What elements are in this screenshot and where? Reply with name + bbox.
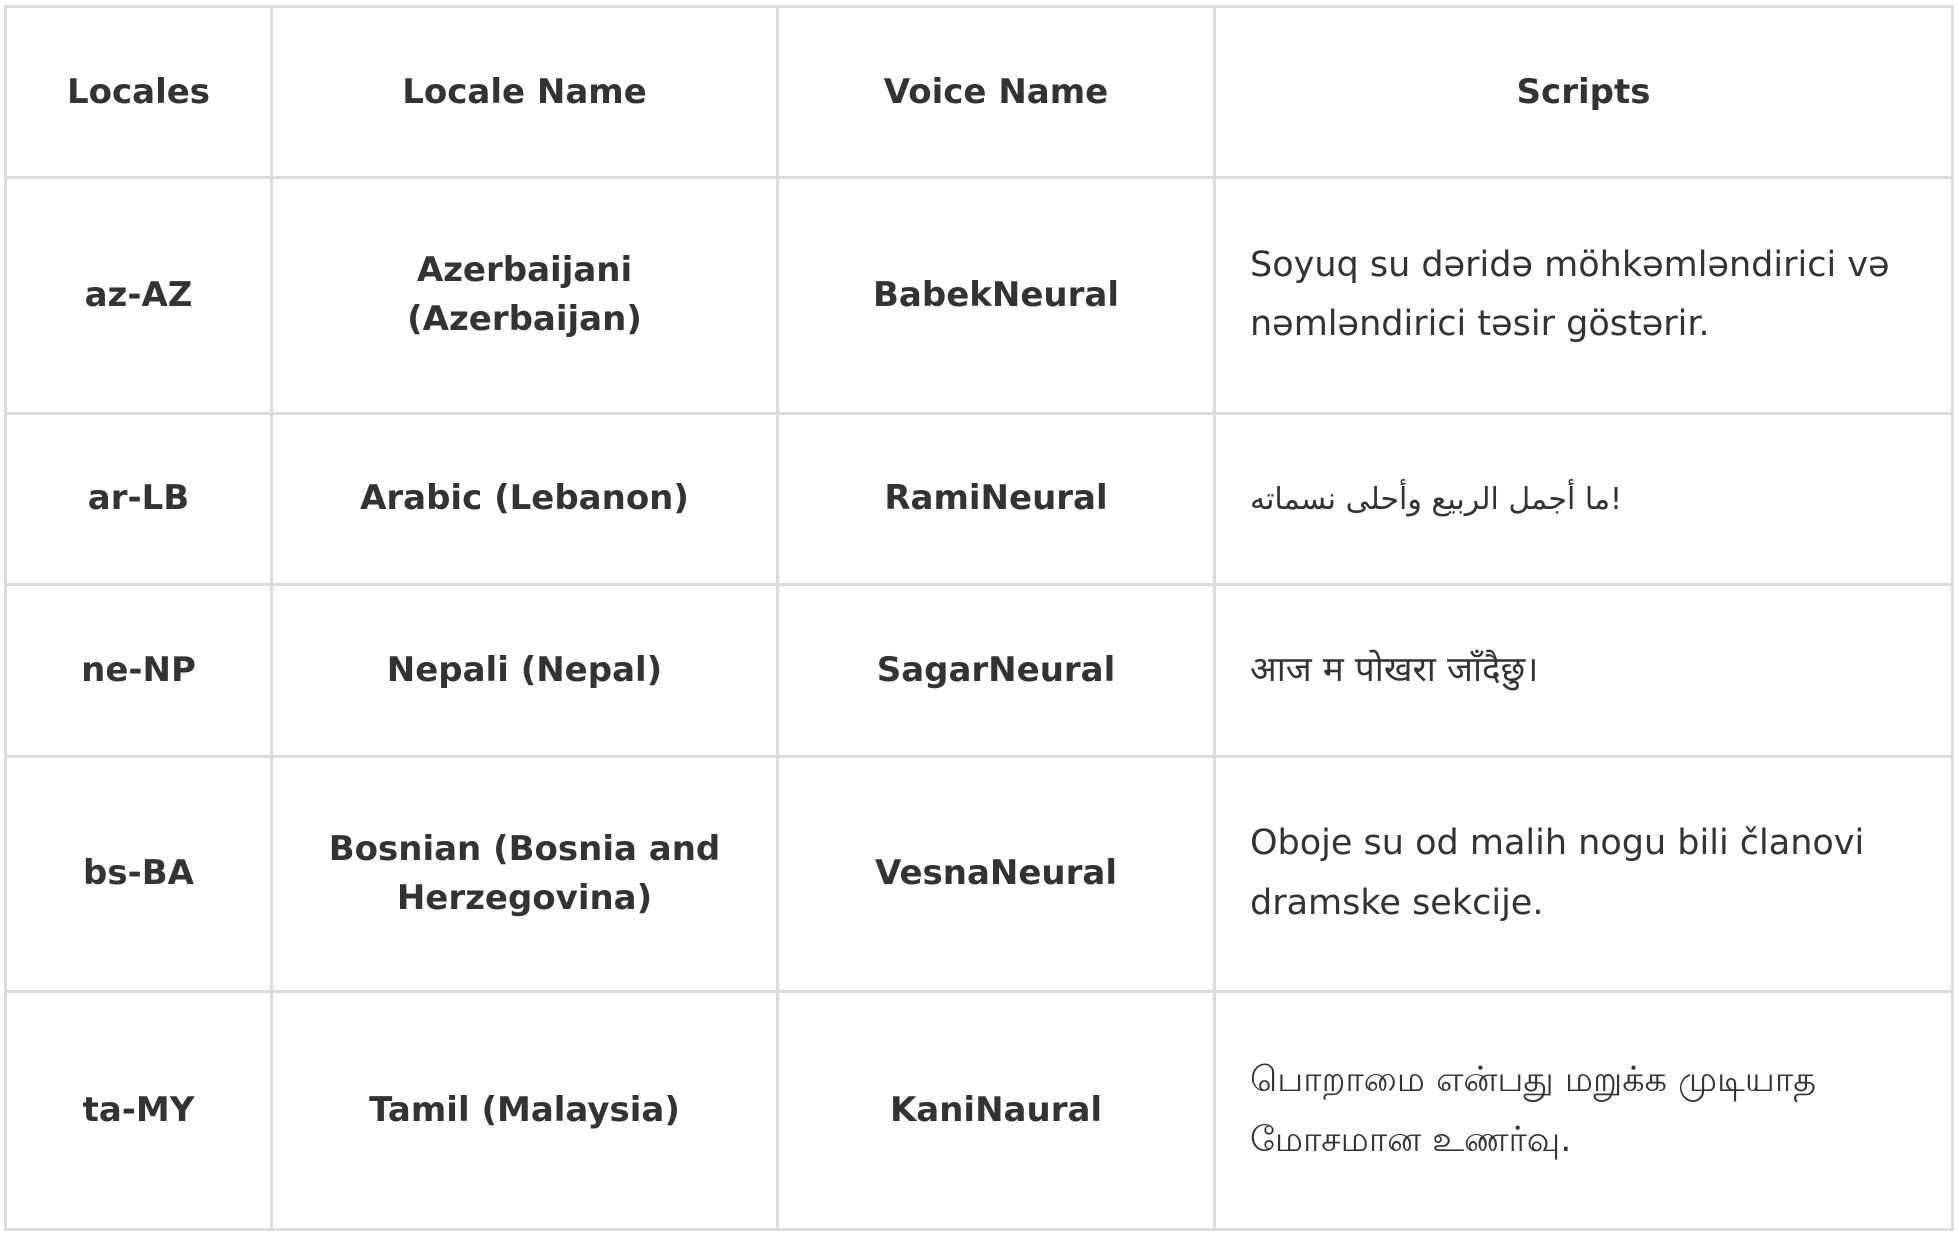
voice-locales-table xyxy=(4,5,1954,1231)
voice-name-cell: SagarNeural xyxy=(778,585,1215,756)
table-row xyxy=(6,585,1953,756)
locale-name-text: Azerbaijani (Azerbaijan) xyxy=(407,250,642,340)
locale-name-text: Nepali (Nepal) xyxy=(386,649,663,690)
header-voice-name: Voice Name xyxy=(778,7,1215,178)
script-cell: Oboje su od malih nogu bili članovi dramske sekcije. xyxy=(1215,756,1953,992)
script-cell: आज म पोखरा जाँदैछु। xyxy=(1215,585,1953,756)
locale-name-cell xyxy=(272,756,778,992)
locale-cell: bs-BA xyxy=(6,756,272,992)
voice-name-cell: RamiNeural xyxy=(778,413,1215,584)
table-header xyxy=(6,7,1953,178)
voice-name-cell: KaniNaural xyxy=(778,992,1215,1230)
header-locale-name: Locale Name xyxy=(272,7,778,178)
locale-name-text: Tamil (Malaysia) xyxy=(369,1090,680,1130)
table-row xyxy=(6,756,1953,992)
locale-name-text: Bosnian (Bosnia and Herzegovina) xyxy=(328,828,721,918)
locale-name-cell xyxy=(272,178,778,414)
script-cell: Soyuq su dəridə möhkəmləndirici və nəmləndirici təsir göstərir. xyxy=(1215,178,1953,414)
locale-cell: ar-LB xyxy=(6,413,272,584)
voice-name-cell: BabekNeural xyxy=(778,178,1215,414)
table-row xyxy=(6,992,1953,1230)
locale-name-cell xyxy=(272,585,778,756)
script-cell: பொறாமை என்பது மறுக்க முடியாத மோசமான உணர்வு. xyxy=(1215,992,1953,1230)
table-body xyxy=(6,178,1953,1230)
header-row xyxy=(6,7,1953,178)
script-text-rtl: !ما أجمل الربيع وأحلى نسماته xyxy=(1250,482,1623,518)
script-cell xyxy=(1215,413,1953,584)
header-locales: Locales xyxy=(6,7,272,178)
table-row xyxy=(6,178,1953,414)
locale-cell: az-AZ xyxy=(6,178,272,414)
table-row xyxy=(6,413,1953,584)
locale-cell: ta-MY xyxy=(6,992,272,1230)
voice-name-cell: VesnaNeural xyxy=(778,756,1215,992)
locale-name-cell xyxy=(272,413,778,584)
locale-name-text: Arabic (Lebanon) xyxy=(360,478,689,519)
locale-cell: ne-NP xyxy=(6,585,272,756)
locale-name-cell xyxy=(272,992,778,1230)
header-scripts: Scripts xyxy=(1215,7,1953,178)
